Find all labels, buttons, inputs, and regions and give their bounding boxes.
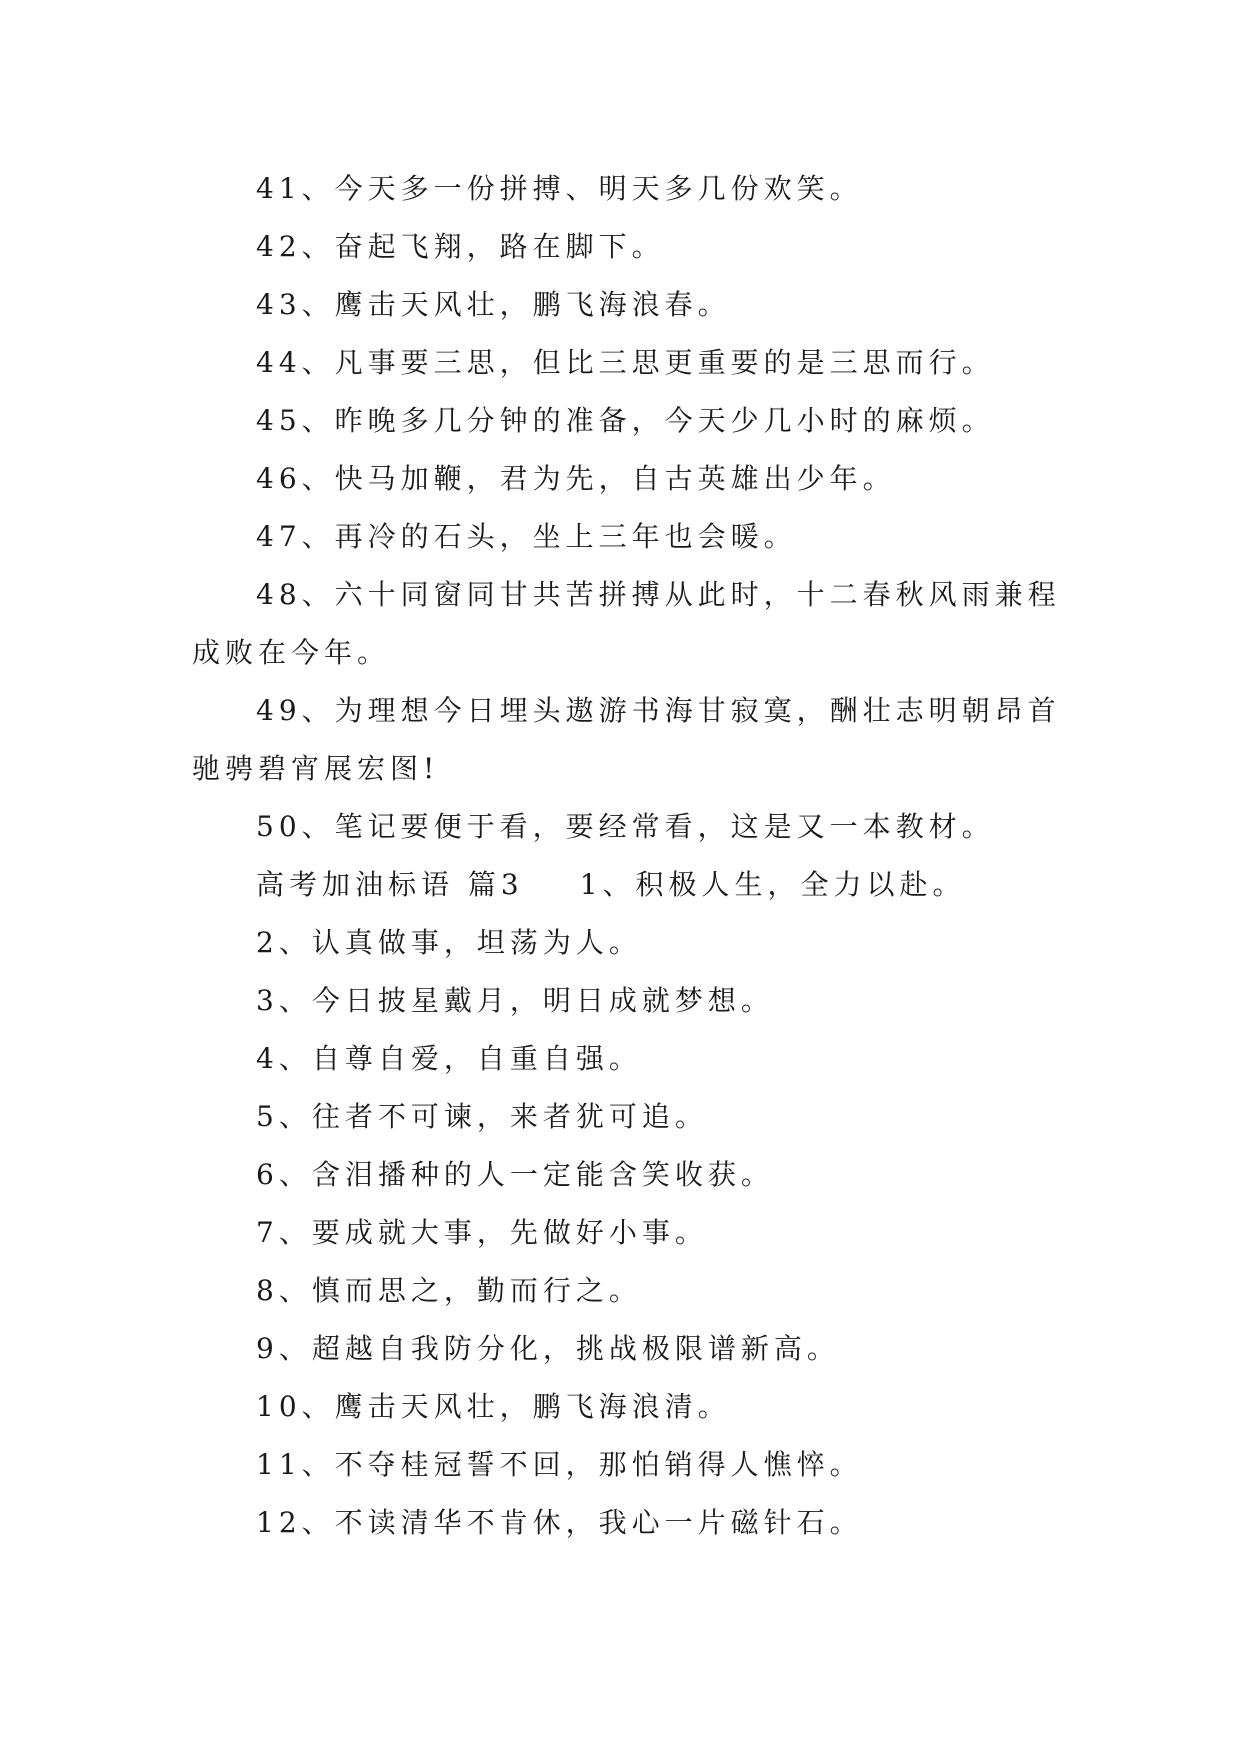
- paragraph-41: 41、今天多一份拼搏、明天多几份欢笑。: [256, 172, 863, 205]
- paragraph-9: 9、超越自我防分化，挑战极限谱新高。: [256, 1332, 840, 1365]
- paragraph-2: 2、认真做事，坦荡为人。: [256, 926, 642, 959]
- paragraph-47: 47、再冷的石头，坐上三年也会暖。: [256, 520, 797, 553]
- paragraph-10: 10、鹰击天风壮，鹏飞海浪清。: [256, 1390, 731, 1423]
- paragraph-49: 49、为理想今日埋头遨游书海甘寂寞，酬壮志明朝昂首驰骋碧宵展宏图!: [192, 694, 1061, 785]
- document-body: [192, 160, 1062, 1552]
- paragraph-4: 4、自尊自爱，自重自强。: [256, 1042, 642, 1075]
- paragraph-8: 8、慎而思之，勤而行之。: [256, 1274, 642, 1307]
- paragraph-45: 45、昨晚多几分钟的准备，今天少几小时的麻烦。: [256, 404, 995, 437]
- paragraph-12: 12、不读清华不肯休，我心一片磁针石。: [256, 1506, 863, 1539]
- paragraph-11: 11、不夺桂冠誓不回，那怕销得人憔悴。: [256, 1448, 863, 1481]
- paragraph-6: 6、含泪播种的人一定能含笑收获。: [256, 1158, 774, 1191]
- paragraph-3: 3、今日披星戴月，明日成就梦想。: [256, 984, 774, 1017]
- section-heading: 高考加油标语 篇3: [256, 868, 524, 901]
- paragraph-50: 50、笔记要便于看，要经常看，这是又一本教材。: [256, 810, 995, 843]
- paragraph-48: 48、六十同窗同甘共苦拼搏从此时，十二春秋风雨兼程成败在今年。: [192, 578, 1061, 669]
- section-heading-line: [192, 856, 1062, 914]
- paragraph-42: 42、奋起飞翔，路在脚下。: [256, 230, 665, 263]
- paragraph-46: 46、快马加鞭，君为先，自古英雄出少年。: [256, 462, 896, 495]
- paragraph-1: 1、积极人生，全力以赴。: [579, 868, 966, 901]
- paragraph-7: 7、要成就大事，先做好小事。: [256, 1216, 708, 1249]
- paragraph-5: 5、往者不可谏，来者犹可追。: [256, 1100, 708, 1133]
- paragraph-44: 44、凡事要三思，但比三思更重要的是三思而行。: [256, 346, 995, 379]
- paragraph-43: 43、鹰击天风壮，鹏飞海浪春。: [256, 288, 731, 321]
